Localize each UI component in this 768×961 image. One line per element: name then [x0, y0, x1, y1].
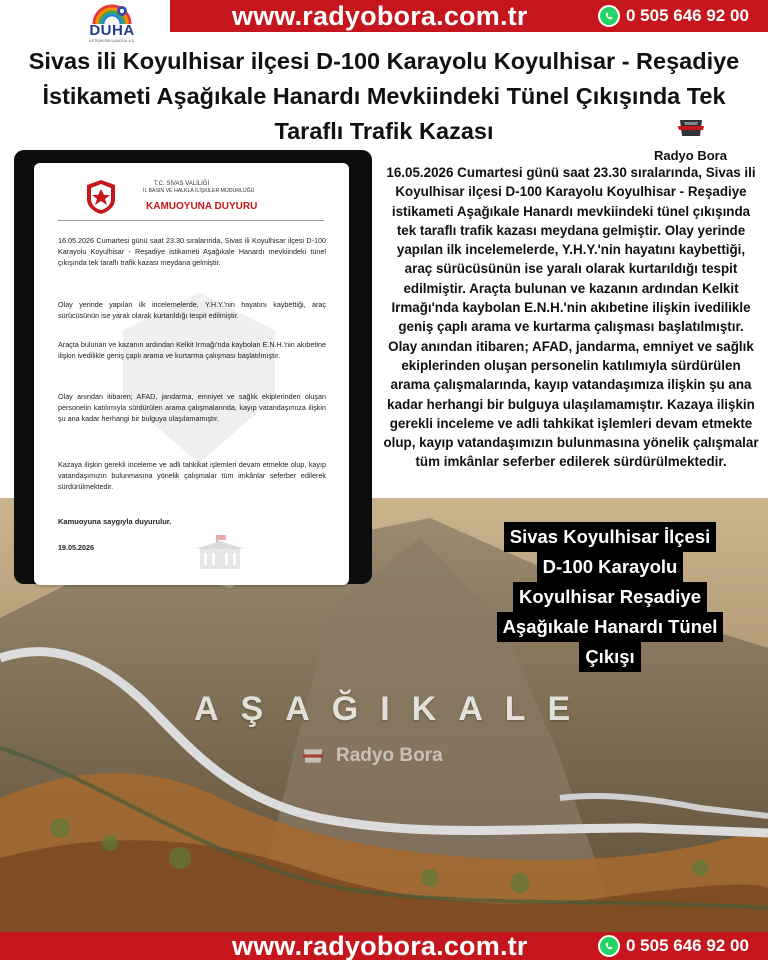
photo-watermark — [300, 745, 443, 767]
whatsapp-icon — [598, 5, 620, 27]
overlay-line: Koyulhisar Reşadiye — [513, 582, 707, 612]
footer-phone-number: 0 505 646 92 00 — [626, 936, 749, 955]
source-label: Radyo Bora — [654, 148, 727, 163]
phone-number: 0 505 646 92 00 — [626, 6, 749, 25]
phone-contact[interactable] — [598, 0, 749, 32]
overlay-line: Çıkışı — [579, 642, 640, 672]
logo-text: DUHA — [89, 22, 135, 39]
footer-website-link[interactable]: www.radyobora.com.tr — [232, 931, 528, 961]
card-closing: Kamuoyuna saygıyla duyurulur. — [58, 517, 172, 526]
whatsapp-icon — [598, 935, 620, 957]
bottom-bar — [0, 932, 768, 960]
governorship-emblem-icon — [86, 179, 116, 215]
overlay-line: Aşağıkale Hanardı Tünel — [497, 612, 724, 642]
announcement-card — [34, 163, 349, 585]
card-paragraph: Olay anından itibaren; AFAD, jandarma, emniyet ve sağlık ekiplerinden oluşan personelin katılımıyla sürdürülen arama çalışmalarında, kayıp vatandaşımıza ilişkin şu ana kadar herhangi bir bulguya ulaşılamamıştır. — [58, 392, 326, 424]
card-title: KAMUOYUNA DUYURU — [146, 201, 258, 212]
card-paragraph: Kazaya ilişkin gerekli inceleme ve adli tahkikat işlemleri devam etmekte olup, kayıp vatandaşımızın bulunmasına yönelik çalışmalar tüm imkânlar seferber edilerek sürdürülmektedir. — [58, 460, 326, 492]
watermark-logo-icon — [300, 746, 326, 766]
card-header-line1: T.C. SİVAS VALİLİĞİ — [154, 181, 210, 187]
government-building-icon — [190, 533, 250, 573]
article-body: 16.05.2026 Cumartesi günü saat 23.30 sıralarında, Sivas ili Koyulhisar ilçesi D-100 Karayolu Koyulhisar - Reşadiye istikameti Aşağıkale Hanardı mevkiindeki tünel çıkışında tek taraflı trafik kazası meydana gelmiştir. Olay yerinde yapılan ilk incelemelerde, Y.H.Y.'nin hayatını kaybettiği, araç sürücüsünün ise yaralı olarak kurtarıldığı tespit edilmiştir. Araçta bulunan ve kazanın ardından Kelkit Irmağı'nda kaybolan E.N.H.'nin akıbetine ilişkin ivedilikle geniş çaplı arama ve kurtarma çalışması başlatılmıştır. Olay anından itibaren; AFAD, jandarma, emniyet ve sağlık ekiplerinden oluşan personelin katılımıyla sürdürülen arama çalışmalarında, kayıp vatandaşımıza ilişkin şu ana kadar herhangi bir bulguya ulaşılamamıştır. Kazaya ilişkin gerekli inceleme ve adli tahkikat işlemleri devam etmekte olup, kayıp vatandaşımızın bulunmasına yönelik çalışmalar tüm imkânlar seferber edilerek sürdürülmektedir. — [383, 165, 759, 470]
card-date: 19.05.2026 — [58, 543, 94, 552]
footer-phone-contact[interactable] — [598, 932, 749, 960]
card-paragraph: Olay yerinde yapılan ilk incelemelerde, Y.H.Y.'nin hayatını kaybettiği, araç sürücüsünün ise yaralı olarak kurtarıldığı tespit edilmiştir. — [58, 300, 326, 321]
location-overlay — [480, 522, 740, 672]
headline: Sivas ili Koyulhisar ilçesi D-100 Karayolu Koyulhisar - Reşadiye İstikameti Aşağıkale Hanardı Mevkiindeki Tünel Çıkışında Tek Taraflı Trafik Kazası — [28, 48, 740, 144]
place-label: AŞAĞIKALE — [194, 690, 593, 728]
logo-subtext: İLETİŞİM REKLAMCILIK A.Ş. — [88, 39, 136, 43]
overlay-line: Sivas Koyulhisar İlçesi — [504, 522, 717, 552]
website-link[interactable]: www.radyobora.com.tr — [232, 1, 528, 31]
overlay-line: D-100 Karayolu — [537, 552, 684, 582]
card-header-line2: İL BASIN VE HALKLA İLİŞKİLER MÜDÜRLÜĞÜ — [143, 188, 255, 194]
radyo-bora-logo-icon — [676, 116, 706, 140]
card-divider — [58, 220, 324, 221]
card-paragraph: Araçta bulunan ve kazanın ardından Kelkit Irmağı'nda kaybolan E.N.H.'nin akıbetine ilişkin ivedilikle geniş çaplı arama ve kurtarma çalışması başlatılmıştır. — [58, 340, 326, 361]
card-paragraph: 16.05.2026 Cumartesi günü saat 23.30 sıralarında, Sivas ili Koyulhisar ilçesi D-100 Karayolu Koyulhisar - Reşadiye istikameti Aşağıkale Hanardı mevkiindeki tünel çıkışında tek taraflı trafik kazası meydana gelmiştir. — [58, 236, 326, 268]
watermark-text: Radyo Bora — [336, 745, 443, 766]
